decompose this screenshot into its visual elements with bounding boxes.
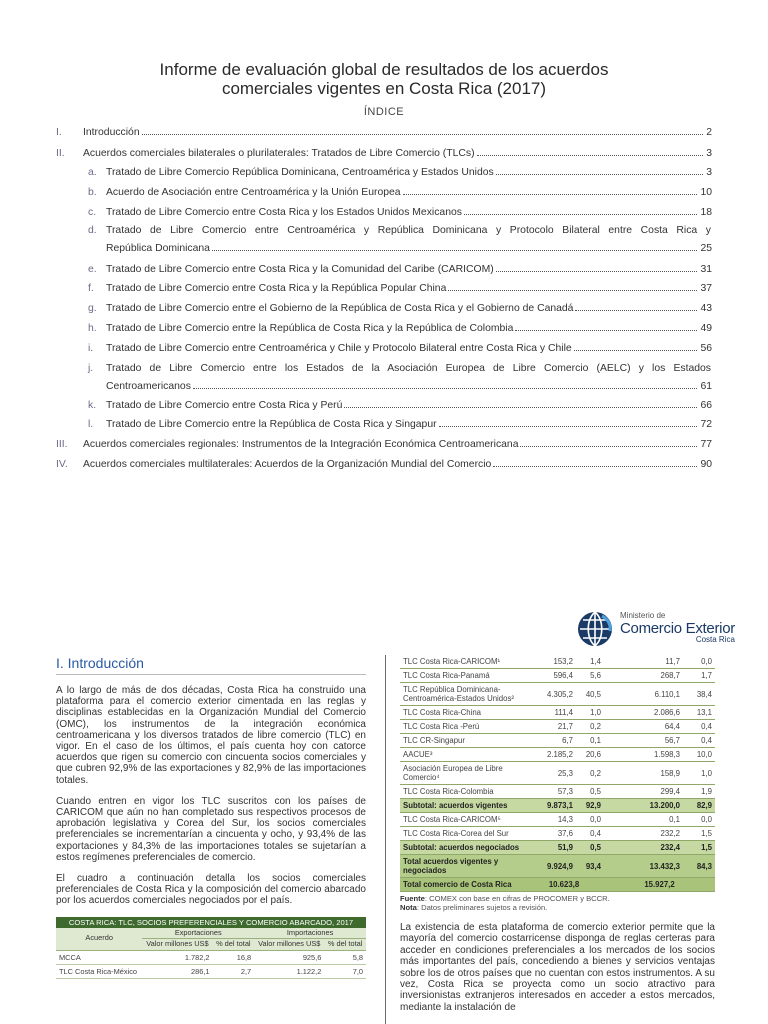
toc-number: b. [88,187,97,198]
cell-exp-pct: 93,4 [576,855,604,878]
toc-page-number: 3 [706,167,712,178]
col-header-acuerdo: Acuerdo [56,928,142,951]
toc-leader [520,446,697,447]
cell-imp-valor: 268,7 [604,669,683,683]
toc-label: Tratado de Libre Comercio entre el Gobierno de la República de Costa Rica y el Gobierno de Canadá [106,303,574,314]
toc-leader [575,310,697,311]
cell-exp-pct: 0,2 [576,720,604,734]
cell-exp-valor: 25,3 [524,762,576,785]
row-label: Total acuerdos vigentes y negociados [400,855,524,878]
table-row [400,683,715,706]
cell-imp-valor: 158,9 [604,762,683,785]
row-label: TLC Costa Rica-China [400,706,524,720]
toc-leader [464,214,697,215]
table-row [400,669,715,683]
row-label: Subtotal: acuerdos negociados [400,841,524,855]
toc-leader [496,174,704,175]
intro-paragraph-2: Cuando entren en vigor los TLC suscritos con los países de CARICOM que aún no han completado sus respectivos procesos de aprobación legislativa y Corea del Sur, los socios comerciales preferenciales se incrementarían a cincuenta y ocho, y 93,4% de las exportaciones y 84,3% de las importaciones totales se sujetarían a estos regímenes preferenciales de comercio. [56,795,366,863]
logo-wordmark [620,612,735,644]
toc-label: Acuerdos comerciales bilaterales o plurilaterales: Tratados de Libre Comercio (TLCs) [83,148,475,159]
cell-exp-valor: 1.782,2 [142,950,212,964]
col-header-pct-exp: % del total [213,939,255,951]
cell-exp-pct: 1,0 [576,706,604,720]
table-row [400,720,715,734]
cell-exp-valor: 4.305,2 [524,683,576,706]
table-row [400,762,715,785]
cell-imp-pct: 0,0 [683,813,715,827]
col-header-valor-exp: Valor millones US$ [142,939,212,951]
toc-label: Acuerdos comerciales multilaterales: Acuerdos de la Organización Mundial del Comercio [83,459,492,470]
source-label: Fuente [400,894,425,903]
comex-logo [576,610,736,650]
cell-exp-valor: 6,7 [524,734,576,748]
cell-exp-pct: 1,4 [576,655,604,669]
row-label: TLC Costa Rica-CARICOM⁵ [400,813,524,827]
cell-exp-pct: 2,7 [213,964,255,978]
title-line-1: Informe de evaluación global de resultados de los acuerdos [159,60,609,79]
cell-imp-valor: 64,4 [604,720,683,734]
cell-exp-valor: 111,4 [524,706,576,720]
intro-paragraph-1: A lo largo de más de dos décadas, Costa Rica ha construido una plataforma para el comercio exterior cimentada en las reglas y disciplinas establecidas en la Organización Mundial del Comercio (OMC), los instrumentos de la integración económica centroamericana y los diversos tratados de libre comercio (TLC) en vigor. En el caso de los últimos, el país cuenta hoy con catorce acuerdos que rigen su comercio con cincuenta socios comerciales y que cubren 92,9% de las exportaciones y 82,9% de las importaciones totales. [56,685,366,786]
logo-line-2: Comercio Exterior [620,620,735,637]
table-notes [400,895,715,912]
table-row [400,813,715,827]
toc-entry-acuerdos-multilaterales[interactable] [56,456,712,474]
table-row [56,950,366,964]
cell-exp-pct: 40,5 [576,683,604,706]
toc-entry-b[interactable] [88,184,712,202]
toc-entry-f[interactable] [88,280,712,298]
cell-imp-pct: 7,0 [324,964,366,978]
cell-exp-pct: 0,0 [576,813,604,827]
toc-leader [448,290,697,291]
toc-leader [193,388,698,389]
row-label: Subtotal: acuerdos vigentes [400,799,524,813]
cell-imp-pct: 1,7 [683,669,715,683]
toc-entry-c[interactable] [88,204,712,222]
toc-label: República Dominicana [106,243,210,254]
cell-imp-pct: 1,5 [683,841,715,855]
title-line-2: comerciales vigentes en Costa Rica (2017) [221,79,547,98]
cell-imp-valor: 11,7 [604,655,683,669]
cell-imp-valor: 56,7 [604,734,683,748]
toc-number: II. [56,148,65,159]
column-divider [385,655,386,1024]
toc-number: c. [88,207,97,218]
cell-exp-valor: 14,3 [524,813,576,827]
cell-exp-valor: 51,9 [524,841,576,855]
table-row [400,706,715,720]
document-title [0,60,768,98]
toc-label: Tratado de Libre Comercio entre la República de Costa Rica y la República de Colombia [106,323,514,334]
right-column [400,655,715,1013]
toc-label: Tratado de Libre Comercio entre Costa Rica y la República Popular China [106,283,447,294]
table-row [400,785,715,799]
table-row [400,748,715,762]
total-comercio-row [400,878,715,892]
cell-imp-valor: 13.200,0 [604,799,683,813]
toc-entry-i[interactable] [88,340,712,358]
row-label: TLC Costa Rica-Corea del Sur [400,827,524,841]
cell-imp-pct: 1,5 [683,827,715,841]
row-label: AACUE³ [400,748,524,762]
toc-leader [403,194,698,195]
col-header-pct-imp: % del total [324,939,366,951]
row-label: TLC Costa Rica-México [56,964,142,978]
toc-label: Tratado de Libre Comercio entre Costa Rica y los Estados Unidos Mexicanos [106,207,462,218]
toc-entry-acuerdos-regionales[interactable] [56,436,712,454]
toc-number: h. [88,323,97,334]
cell-exp-valor: 37,6 [524,827,576,841]
cell-exp-pct: 0,2 [576,762,604,785]
toc-label: Acuerdos comerciales regionales: Instrumentos de la Integración Económica Centroamericana [83,439,519,450]
subtotal-vigentes-row [400,799,715,813]
cell-exp-valor: 9.924,9 [524,855,576,878]
toc-page-number: 37 [700,283,712,294]
table-row [400,734,715,748]
toc-number: d. [88,225,97,236]
toc-page-number: 31 [700,264,712,275]
cell-imp-pct: 38,4 [683,683,715,706]
toc-label: Tratado de Libre Comercio entre Costa Rica y Perú [106,400,343,411]
toc-entry-introduccion[interactable] [56,124,712,142]
cell-exp-valor: 153,2 [524,655,576,669]
toc-page-number: 43 [700,303,712,314]
cell-imp-pct: 0,0 [683,655,715,669]
toc-page-number: 10 [700,187,712,198]
toc-label: Tratado de Libre Comercio entre la República de Costa Rica y Singapur [106,419,437,430]
cell-exp-pct: 0,5 [576,785,604,799]
toc-entry-g[interactable] [88,300,712,318]
cell-exp-valor: 2.185,2 [524,748,576,762]
toc-number: a. [88,167,97,178]
toc-label-first-line: Tratado de Libre Comercio entre Centroamérica y República Dominicana y Protocolo Bilateral entre Costa Rica y [106,225,711,236]
tlc-trade-table [400,655,715,892]
toc-leader [212,250,697,251]
toc-label: Tratado de Libre Comercio entre Costa Rica y la Comunidad del Caribe (CARICOM) [106,264,494,275]
cell-exp-pct: 0,4 [576,827,604,841]
table-row [400,655,715,669]
toc-page-number: 90 [700,459,712,470]
cell-exp-valor: 286,1 [142,964,212,978]
col-header-importaciones: Importaciones [254,928,366,939]
cell-imp-pct: 13,1 [683,706,715,720]
cell-exp-pct: 20,6 [576,748,604,762]
cell-exp-valor: 596,4 [524,669,576,683]
cell-imp-valor: 6.110,1 [604,683,683,706]
index-heading: ÍNDICE [363,106,405,118]
toc-page-number: 25 [700,243,712,254]
cell-imp-valor: 232,2 [604,827,683,841]
toc-entry-acuerdos-bilaterales[interactable] [56,145,712,163]
toc-label-first-line: Tratado de Libre Comercio entre los Estados de la Asociación Europea de Libre Comercio (AELC) y los Estados [106,363,711,374]
col-header-exportaciones: Exportaciones [142,928,254,939]
toc-leader [515,330,697,331]
toc-entry-j[interactable] [88,360,712,396]
cell-imp-valor: 1.122,2 [254,964,324,978]
table-row [56,964,366,978]
row-label: Asociación Europea de Libre Comercio⁴ [400,762,524,785]
row-label: TLC Costa Rica -Perú [400,720,524,734]
toc-number: k. [88,400,97,411]
toc-label: Introducción [83,127,140,138]
cell-exp-valor: 57,3 [524,785,576,799]
toc-entry-h[interactable] [88,320,712,338]
toc-number: l. [88,419,94,430]
row-label: TLC Costa Rica-Panamá [400,669,524,683]
toc-number: f. [88,283,94,294]
cell-exp-pct: 5,6 [576,669,604,683]
toc-leader [574,350,698,351]
toc-entry-l[interactable] [88,416,712,434]
section-heading-introduccion: I. Introducción [56,655,366,675]
row-label: TLC Costa Rica-Colombia [400,785,524,799]
toc-page-number: 56 [700,343,712,354]
cell-imp-pct: 82,9 [683,799,715,813]
toc-label: Centroamericanos [106,381,191,392]
toc-label: Tratado de Libre Comercio República Dominicana, Centroamérica y Estados Unidos [106,167,494,178]
toc-label: Acuerdo de Asociación entre Centroamérica y la Unión Europea [106,187,401,198]
toc-label: Tratado de Libre Comercio entre Centroamérica y Chile y Protocolo Bilateral entre Costa Rica y Chile [106,343,572,354]
toc-page-number: 72 [700,419,712,430]
toc-number: j. [88,363,94,374]
toc-entry-e[interactable] [88,261,712,279]
toc-leader [142,134,704,135]
toc-page-number: 3 [706,148,712,159]
subtotal-negociados-row [400,841,715,855]
tlc-partners-table [56,917,366,979]
toc-page-number: 66 [700,400,712,411]
note-text: : Datos preliminares sujetos a revisión. [416,902,548,912]
cell-exp-pct: 0,1 [576,734,604,748]
toc-entry-d[interactable] [88,222,712,258]
total-vigentes-negociados-row [400,855,715,878]
row-label: Total comercio de Costa Rica [400,878,524,892]
logo-line-3: Costa Rica [695,635,735,644]
toc-page-number: 18 [700,207,712,218]
row-label: TLC Costa Rica-CARICOM¹ [400,655,524,669]
toc-number: i. [88,343,94,354]
toc-leader [439,426,698,427]
toc-leader [344,407,697,408]
cell-imp-total: 15.927,2 [604,878,715,892]
cell-imp-valor: 299,4 [604,785,683,799]
toc-page-number: 49 [700,323,712,334]
row-label: TLC CR-Singapur [400,734,524,748]
toc-number: g. [88,303,97,314]
toc-page-number: 61 [700,381,712,392]
body-paragraph: La existencia de esta plataforma de comercio exterior permite que la mayoría del comercio costarricense disponga de reglas certeras para acceder en condiciones preferenciales a los mercados de los socios más importantes del país, concediendo a bienes y servicios ventajas sobre los de otros países que no cuentan con estos instrumentos. A su vez, Costa Rica se proyecta como un socio atractivo para inversionistas extranjeros interesados en acceder a estos mercados, mediante la instalación de [400,922,715,1013]
cell-exp-total: 10.623,8 [524,878,604,892]
toc-leader [477,155,704,156]
globe-icon [576,610,614,648]
cell-imp-valor: 0,1 [604,813,683,827]
cell-exp-pct: 0,5 [576,841,604,855]
source-text: : COMEX con base en cifras de PROCOMER y BCCR. [424,894,610,903]
toc-entry-a[interactable] [88,164,712,182]
toc-number: e. [88,264,97,275]
cell-imp-pct: 10,0 [683,748,715,762]
row-label: TLC República Dominicana-Centroamérica-Estados Unidos² [400,683,524,706]
cell-imp-valor: 2.086,6 [604,706,683,720]
cell-imp-pct: 5,8 [324,950,366,964]
cell-imp-valor: 232,4 [604,841,683,855]
cell-imp-pct: 0,4 [683,734,715,748]
toc-page-number: 2 [706,127,712,138]
cell-imp-valor: 13.432,3 [604,855,683,878]
cell-imp-pct: 84,3 [683,855,715,878]
left-column [56,655,366,979]
cell-exp-pct: 92,9 [576,799,604,813]
cell-imp-pct: 1,0 [683,762,715,785]
toc-entry-k[interactable] [88,397,712,415]
logo-line-1: Ministerio de [620,611,666,620]
row-label: MCCA [56,950,142,964]
toc-page-number: 77 [700,439,712,450]
cell-exp-valor: 9.873,1 [524,799,576,813]
col-header-valor-imp: Valor millones US$ [254,939,324,951]
cell-exp-pct: 16,8 [213,950,255,964]
cell-imp-valor: 925,6 [254,950,324,964]
cell-exp-valor: 21,7 [524,720,576,734]
note-label: Nota [400,902,417,912]
cell-imp-pct: 1,9 [683,785,715,799]
toc-number: IV. [56,459,68,470]
table-caption: COSTA RICA: TLC, SOCIOS PREFERENCIALES Y COMERCIO ABARCADO, 2017 [56,917,366,928]
toc-leader [493,466,697,467]
table-row [400,827,715,841]
cell-imp-valor: 1.598,3 [604,748,683,762]
intro-paragraph-3: El cuadro a continuación detalla los socios comerciales preferenciales de Costa Rica y la composición del comercio abarcado por los acuerdos comerciales negociados por el país. [56,873,366,907]
toc-number: I. [56,127,62,138]
toc-leader [496,271,698,272]
cell-imp-pct: 0,4 [683,720,715,734]
toc-number: III. [56,439,68,450]
